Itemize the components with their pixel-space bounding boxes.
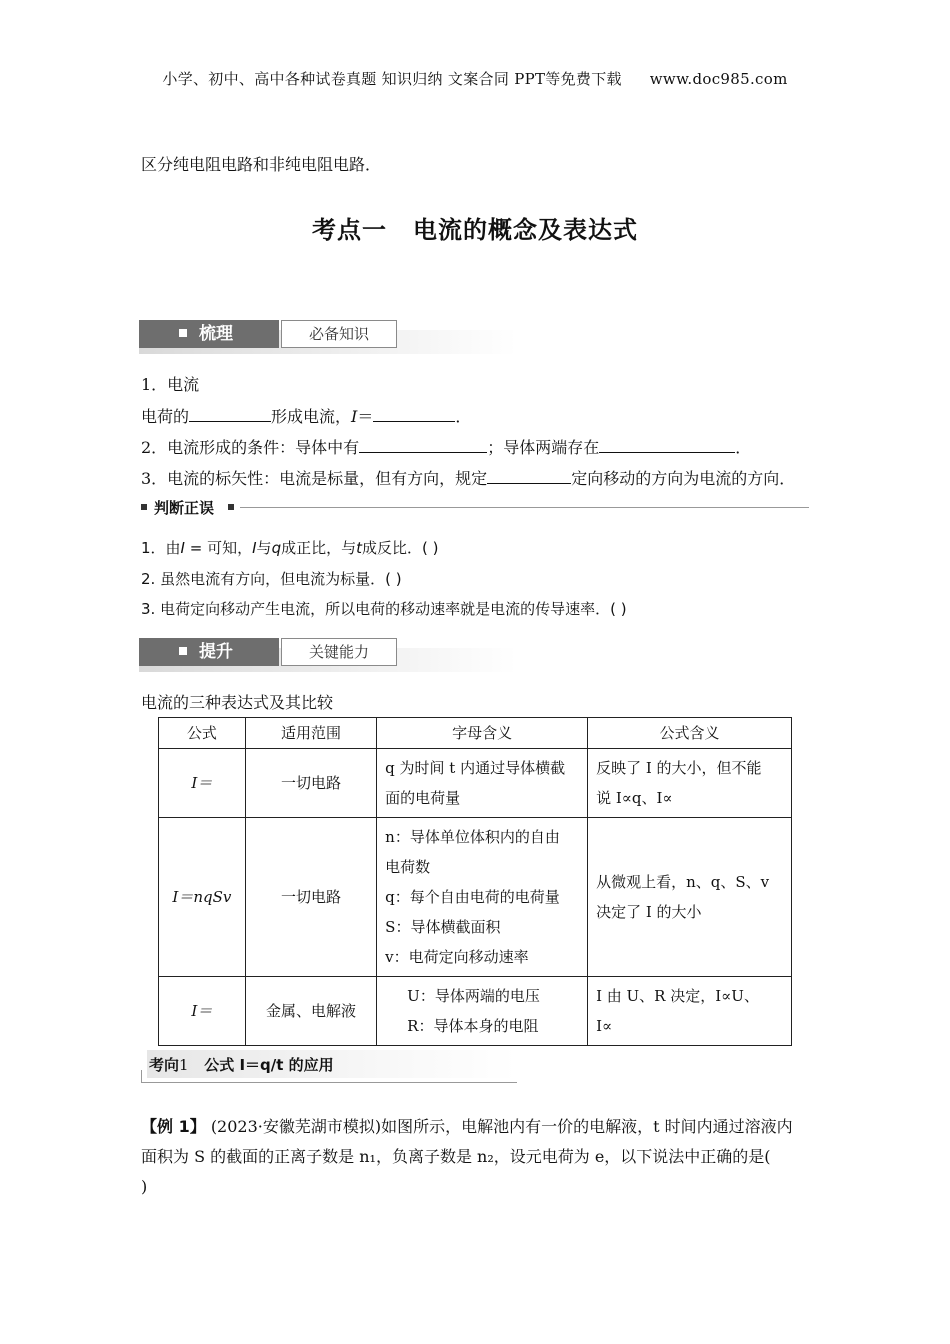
banner-tag: 必备知识: [281, 320, 397, 348]
fill-blank[interactable]: [599, 438, 735, 453]
knowledge-item-1-title: 1．电流: [141, 375, 200, 394]
text-fragment: ．: [735, 438, 752, 457]
text-fragment: 2．电流形成的条件：导体中有: [141, 438, 360, 457]
divider: [240, 507, 809, 508]
topic-number: 1: [179, 1056, 189, 1074]
symbol-q: q: [271, 539, 282, 557]
letters-cell: [377, 977, 588, 1046]
divider-tick: [141, 1070, 142, 1082]
section-title: [0, 210, 950, 245]
example-tag: 【例 1】: [141, 1117, 206, 1136]
symbol-I: I: [180, 539, 185, 557]
banner-main: [139, 320, 279, 348]
text-fragment: 定向移动的方向为电流的方向．: [571, 469, 796, 488]
square-bullet-icon: [228, 504, 234, 510]
cell-line: 反映了 I 的大小，但不能: [596, 759, 762, 777]
cell-line: R：导体本身的电阻: [407, 1017, 539, 1035]
cell-line: v：电荷定向移动速率: [385, 948, 529, 966]
banner-main-label: 梳理: [199, 324, 233, 344]
topic-label: 考向: [149, 1056, 180, 1074]
fill-blank[interactable]: [189, 407, 271, 422]
text-fragment: 1．由: [141, 539, 181, 557]
banner-review: [139, 320, 517, 354]
scope-cell: 金属、电解液: [245, 977, 376, 1046]
cell-line: q 为时间 t 内通过导体横截: [385, 759, 566, 777]
judge-header: [141, 497, 809, 517]
cell-line: n：导体单位体积内的自由: [385, 828, 560, 846]
text-fragment: 与: [256, 539, 272, 557]
banner-improve: [139, 638, 517, 672]
meaning-cell: [588, 977, 792, 1046]
text-fragment: ；导体两端存在: [487, 438, 600, 457]
table-header: 适用范围: [245, 718, 376, 749]
text-fragment: 成正比，与: [281, 539, 357, 557]
topic-direction-label: [149, 1054, 334, 1075]
formula-cell: I＝nqSv: [159, 818, 246, 977]
text-fragment: ＝: [357, 407, 374, 426]
cell-line: 电荷数: [385, 858, 431, 876]
cell-line: U：导体两端的电压: [407, 987, 540, 1005]
topic-direction-header: [141, 1050, 517, 1084]
table-row: [159, 818, 792, 977]
cell-line: 说 I∝q、I∝: [596, 789, 673, 807]
knowledge-item-3: [141, 466, 795, 489]
comparison-table: [158, 717, 792, 1046]
symbol-I: I: [252, 539, 257, 557]
table-row: [159, 749, 792, 818]
section-number: 考点一: [312, 216, 387, 244]
scope-cell: 一切电路: [245, 749, 376, 818]
text-fragment: 成反比．( ): [362, 539, 439, 557]
judge-question-3: 3. 电荷定向移动产生电流，所以电荷的移动速率就是电流的传导速率．( ): [141, 600, 627, 618]
letters-cell: [377, 749, 588, 818]
banner-main: [139, 638, 279, 666]
cell-line: I∝: [596, 1017, 613, 1035]
formula-cell: I＝: [159, 977, 246, 1046]
cell-line: S：导体横截面积: [385, 918, 501, 936]
square-bullet-icon: [179, 329, 187, 337]
header-left-text: 小学、初中、高中各种试卷真题 知识归纳 文案合同 PPT等免费下载: [162, 70, 622, 88]
intro-text: 区分纯电阻电路和非纯电阻电路．: [141, 155, 382, 174]
judge-question-2: 2. 虽然电流有方向，但电流为标量．( ): [141, 570, 402, 588]
text-fragment: 3．电流的标矢性：电流是标量，但有方向，规定: [141, 469, 488, 488]
example-text: 如图所示，电解池内有一价的电解液，t 时间内通过溶液内: [381, 1117, 793, 1136]
fill-blank[interactable]: [487, 469, 571, 484]
scope-cell: 一切电路: [245, 818, 376, 977]
cell-line: 从微观上看，n、q、S、v: [596, 873, 770, 891]
cell-line: q：每个自由电荷的电荷量: [385, 888, 560, 906]
judge-title: 判断正误: [154, 499, 215, 517]
formula-cell: I＝: [159, 749, 246, 818]
cell-line: 面的电荷量: [385, 789, 461, 807]
judge-question-1: [141, 537, 438, 558]
header-url[interactable]: www.doc985.com: [649, 70, 788, 88]
square-bullet-icon: [179, 647, 187, 655]
banner-tag: 关键能力: [281, 638, 397, 666]
text-fragment: ．: [455, 407, 472, 426]
example-line-2: 面积为 S 的截面的正离子数是 n₁，负离子数是 n₂，设元电荷为 e，以下说法中正确的是(: [141, 1147, 771, 1166]
table-header: 字母含义: [377, 718, 588, 749]
example-1: [141, 1112, 811, 1202]
square-bullet-icon: [141, 504, 147, 510]
symbol-t: t: [356, 539, 362, 557]
cell-line: I 由 U、R 决定，I∝U、: [596, 987, 759, 1005]
cell-line: 决定了 I 的大小: [596, 903, 702, 921]
banner-main-label: 提升: [199, 642, 233, 662]
page-header: [0, 68, 950, 89]
topic-text: 公式 I＝q/t 的应用: [204, 1056, 334, 1074]
table-header: 公式含义: [588, 718, 792, 749]
table-header: 公式: [159, 718, 246, 749]
table-header-row: [159, 718, 792, 749]
example-source: (2023·安徽芜湖市模拟): [210, 1117, 382, 1136]
section-subtitle: 电流的概念及表达式: [413, 216, 638, 244]
table-title: 电流的三种表达式及其比较: [141, 693, 334, 712]
text-fragment: 形成电流，: [271, 407, 352, 426]
table-row: [159, 977, 792, 1046]
letters-cell: [377, 818, 588, 977]
meaning-cell: [588, 749, 792, 818]
fill-blank[interactable]: [359, 438, 487, 453]
knowledge-item-2: [141, 435, 751, 458]
text-fragment: = 可知，: [189, 539, 253, 557]
text-fragment: 电荷的: [141, 407, 190, 426]
example-line-1: [141, 1112, 811, 1142]
example-line-3: ): [141, 1177, 148, 1196]
divider: [141, 1082, 517, 1083]
knowledge-item-1-body: [141, 404, 471, 427]
fill-blank[interactable]: [373, 407, 455, 422]
meaning-cell: [588, 818, 792, 977]
symbol-I: I: [351, 407, 358, 426]
